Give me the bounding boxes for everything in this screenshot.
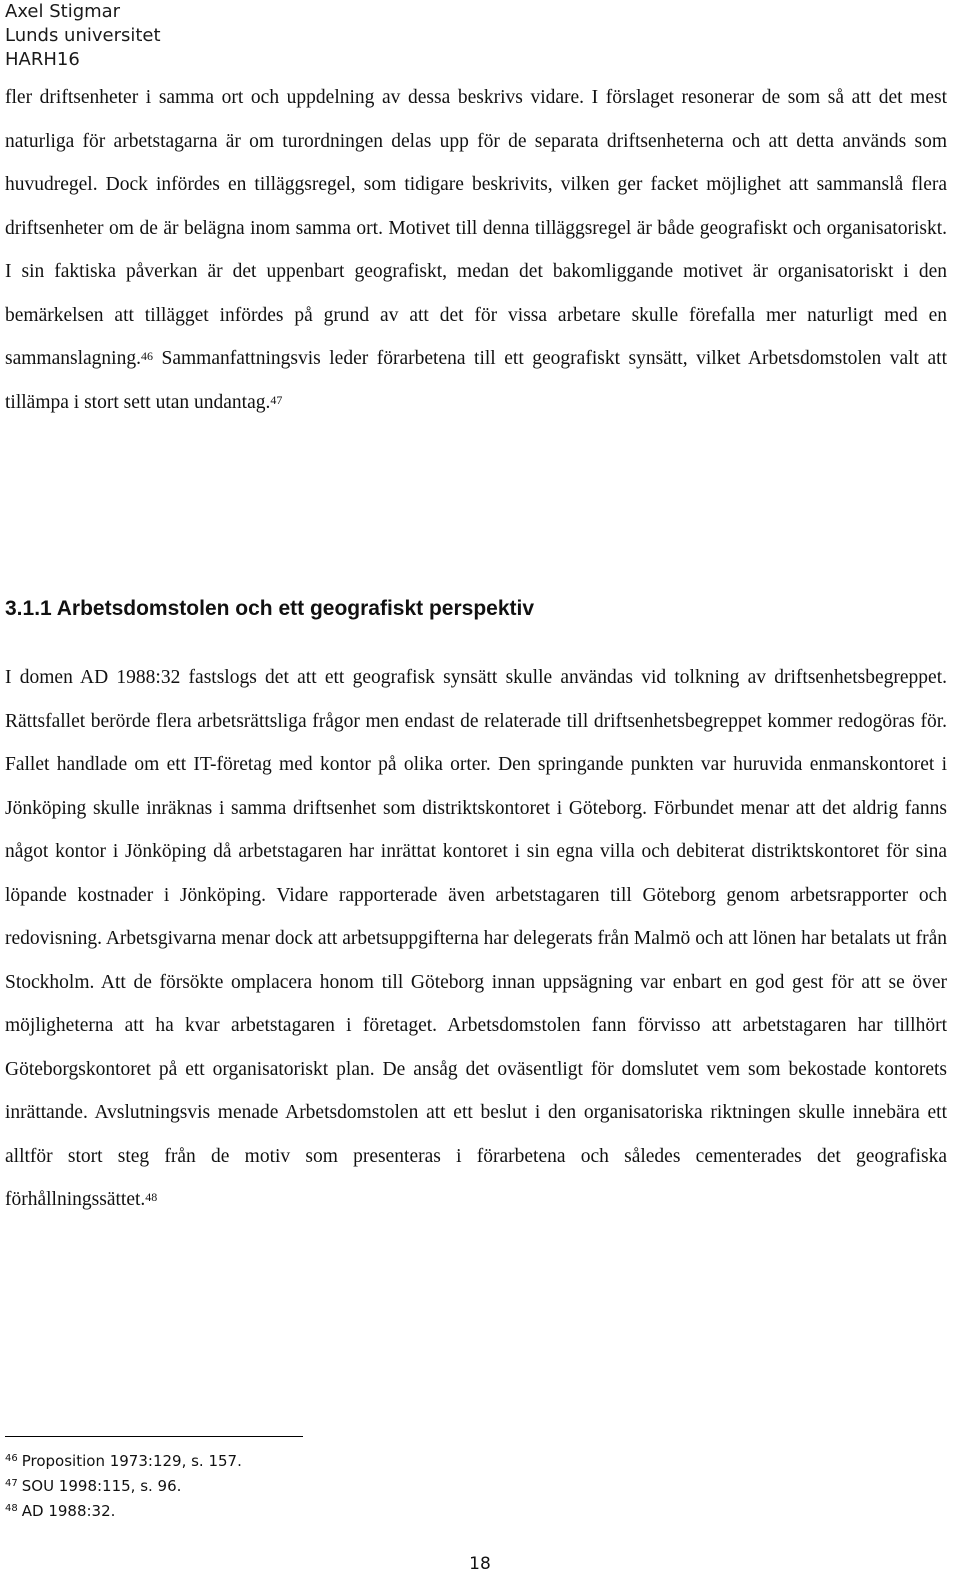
footnote-number: 46 — [5, 1453, 18, 1464]
footnotes — [5, 1449, 242, 1524]
footnote-text: SOU 1998:115, s. 96. — [21, 1477, 182, 1495]
body-paragraph-2 — [5, 656, 947, 1222]
footnote-ref-47: 47 — [270, 392, 283, 407]
header-author: Axel Stigmar — [5, 1, 121, 22]
footnote-text: Proposition 1973:129, s. 157. — [21, 1452, 242, 1470]
section-heading: 3.1.1 Arbetsdomstolen och ett geografiskt perspektiv — [5, 597, 535, 620]
footnote-number: 47 — [5, 1478, 18, 1489]
footnote-ref-48: 48 — [145, 1190, 158, 1204]
page-header — [5, 0, 161, 72]
footnote-47 — [5, 1474, 242, 1499]
footnote-46 — [5, 1449, 242, 1474]
body-paragraph-1 — [5, 76, 947, 424]
footnote-separator — [5, 1436, 303, 1437]
header-university: Lunds universitet — [5, 25, 161, 46]
paragraph-1-text-b: Sammanfattningsvis leder förarbetena till ett geografiskt synsätt, vilket Arbetsdomstolen valt att tillämpa i stort sett utan undantag. — [5, 348, 947, 413]
footnote-48 — [5, 1499, 242, 1524]
footnote-number: 48 — [5, 1503, 18, 1514]
footnote-ref-46: 46 — [140, 349, 153, 363]
paragraph-1-text-a: fler driftsenheter i samma ort och uppdelning av dessa beskrivs vidare. I förslaget resonerar de som så att det mest naturliga för arbetstagarna är om turordningen delas upp för de separata driftsenheterna och att detta används som huvudregel. Dock infördes en tilläggsregel, som tidigare beskrivits, vilken ger facket möjlighet att sammanslå flera driftsenheter om de är belägna inom samma ort. Motivet till denna tilläggsregel är både geografiskt och organisatoriskt. I sin faktiska påverkan är det uppenbart geografiskt, medan det bakomliggande motivet är organisatoriskt i den bemärkelsen att tillägget infördes på grund av att det för vissa arbetare skulle förefalla mer naturligt med en sammanslagning. — [5, 87, 947, 369]
page-number: 18 — [469, 1554, 491, 1574]
paragraph-2-text: I domen AD 1988:32 fastslogs det att ett geografisk synsätt skulle användas vid tolkning av driftsenhetsbegreppet. Rättsfallet berörde flera arbetsrättsliga frågor men endast de relaterade till driftsenhetsbegreppet kommer redogöras för. Fallet handlade om ett IT-företag med kontor på olika orter. Den springande punkten var huruvida enmanskontoret i Jönköping skulle inräknas i samma driftsenhet som distriktskontoret i Göteborg. Förbundet menar att det aldrig fanns något kontor i Jönköping då arbetstagaren har inrättat kontoret i sin egna villa och debiterat distriktskontoret för sina löpande kostnader i Jönköping. Vidare rapporterade även arbetstagaren till Göteborg genom arbetsrapporter och redovisning. Arbetsgivarna menar dock att arbetsuppgifterna har delegerats från Malmö och att lönen har betalats ut från Stockholm. Att de försökte omplacera honom till Göteborg innan uppsägning var enbart en god gest för att se över möjligheterna att ha kvar arbetstagaren i företaget. Arbetsdomstolen fann förvisso att arbetstagaren har tillhört Göteborgskontoret på ett organisatoriskt plan. De ansåg det oväsentligt för domslutet vem som bekostade kontorets inrättande. Avslutningsvis menade Arbetsdomstolen att ett beslut i den organisatoriska riktningen skulle innebära ett alltför stort steg från de motiv som presenteras i förarbetena och således cementerades det geografiska förhållningssättet. — [5, 667, 947, 1210]
header-course-code: HARH16 — [5, 49, 80, 70]
footnote-text: AD 1988:32. — [21, 1502, 116, 1520]
